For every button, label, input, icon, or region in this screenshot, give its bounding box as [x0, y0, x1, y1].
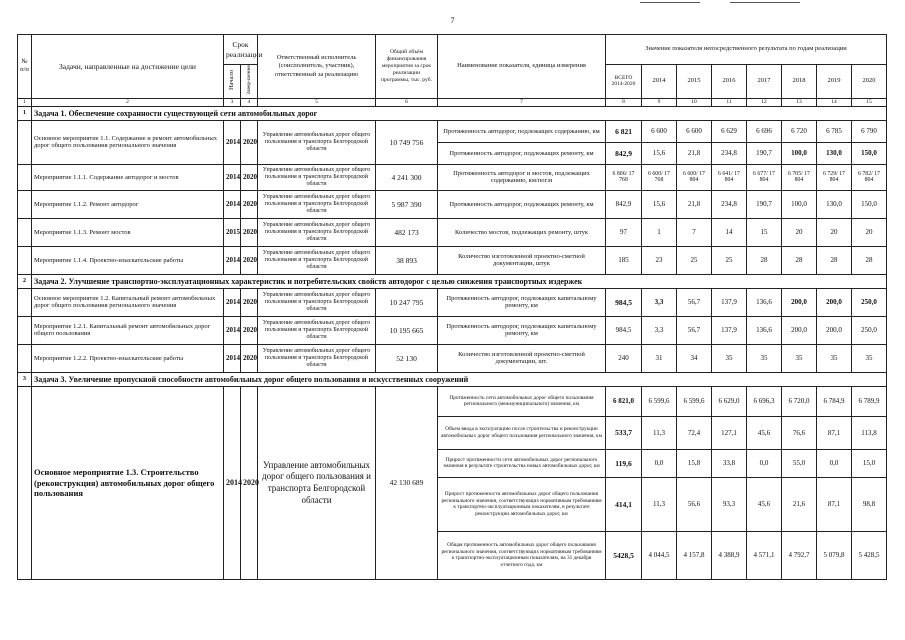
measure-name: Мероприятие 1.2.1. Капитальный ремонт автомобильных дорог общего пользования: [32, 316, 224, 344]
indicator-name: Количество изготовленной проектно-сметной документации, шт.: [438, 344, 606, 372]
indicator-value: 4 792,7: [782, 531, 817, 579]
indicator-value: 234,8: [712, 190, 747, 218]
indicator-value: 7: [677, 218, 712, 246]
indicator-value: 100,0: [782, 142, 817, 164]
table-row: [18, 190, 887, 218]
indicator-value: 28: [782, 246, 817, 274]
indicator-value: 11,3: [642, 477, 677, 531]
top-rule-right: [730, 2, 800, 3]
indicator-value: 72,4: [677, 416, 712, 449]
indicator-value: 6 696,3: [747, 386, 782, 416]
indicator-value: 4 388,9: [712, 531, 747, 579]
header-year: 2018: [782, 65, 817, 99]
col-number: 7: [438, 98, 606, 106]
col-number: 2: [32, 98, 224, 106]
table-row: [18, 246, 887, 274]
indicator-value: 11,3: [642, 416, 677, 449]
indicator-name: Протяженность автодорог, подлежащих ремонту, км: [438, 190, 606, 218]
indicator-value: 6 599,6: [642, 386, 677, 416]
header-responsible: Ответственный исполнитель (соисполнитель, участник), ответственный за реализацию: [258, 35, 376, 99]
indicator-value: 35: [782, 344, 817, 372]
indicator-value: 4 044,5: [642, 531, 677, 579]
indicator-value: 20: [817, 218, 852, 246]
indicator-name: Протяженность автодорог, подлежащих капитальному ремонту, км: [438, 288, 606, 316]
header-volume: Общий объём финансирования мероприятия за срок реализации программы, тыс. руб.: [376, 35, 438, 99]
indicator-value: 6 720: [782, 120, 817, 142]
col-number: 14: [817, 98, 852, 106]
start-year: 2014: [224, 316, 241, 344]
indicator-value: 0,0: [642, 449, 677, 477]
indicator-name: Протяженность сети автомобильных дорог общего пользования регионального (межмуниципального) значения, км: [438, 386, 606, 416]
indicator-value: 6 629: [712, 120, 747, 142]
task-title: Задача 1. Обеспечение сохранности существующей сети автомобильных дорог: [32, 106, 887, 120]
end-year: 2020: [241, 164, 258, 190]
indicator-value: 6 790: [852, 120, 887, 142]
col-number: 9: [642, 98, 677, 106]
indicator-value: 6 696: [747, 120, 782, 142]
start-year: 2014: [224, 120, 241, 164]
task-number: 2: [18, 274, 32, 288]
col-number: 15: [852, 98, 887, 106]
responsible: Управление автомобильных дорог общего пользования и транспорта Белгородской области: [258, 344, 376, 372]
indicator-value: 6 785: [817, 120, 852, 142]
indicator-value: 200,0: [782, 288, 817, 316]
end-year: 2020: [241, 120, 258, 164]
indicator-value: 6 629,0: [712, 386, 747, 416]
indicator-name: Объем ввода в эксплуатацию после строительства и реконструкции автомобильных дорог общего пользования регионального значения, км: [438, 416, 606, 449]
header-end: Завер-шение: [245, 65, 252, 95]
table-row: [18, 344, 887, 372]
col-number: 11: [712, 98, 747, 106]
indicator-value: 98,8: [852, 477, 887, 531]
indicator-value: 56,7: [677, 316, 712, 344]
end-year: 2020: [241, 316, 258, 344]
table-row: [18, 316, 887, 344]
funding-volume: 10 749 756: [376, 120, 438, 164]
indicator-name: Протяженность автодорог, подлежащих ремонту, км: [438, 142, 606, 164]
table-row: [18, 164, 887, 190]
indicator-value: 15,8: [677, 449, 712, 477]
col-number: 6: [376, 98, 438, 106]
col-number: 3: [224, 98, 241, 106]
indicator-value: 136,6: [747, 316, 782, 344]
indicator-total: 97: [606, 218, 642, 246]
indicator-value: 5 079,8: [817, 531, 852, 579]
indicator-value: 93,3: [712, 477, 747, 531]
header-year: 2019: [817, 65, 852, 99]
indicator-value: 190,7: [747, 190, 782, 218]
indicator-value: 15,6: [642, 142, 677, 164]
task-row: [18, 274, 887, 288]
table-row: [18, 218, 887, 246]
funding-volume: 42 130 689: [376, 386, 438, 579]
responsible: Управление автомобильных дорог общего пользования и транспорта Белгородской области: [258, 386, 376, 579]
indicator-value: 150,0: [852, 190, 887, 218]
col-number: 1: [18, 98, 32, 106]
indicator-value: 130,0: [817, 190, 852, 218]
indicator-value: 3,3: [642, 288, 677, 316]
responsible: Управление автомобильных дорог общего пользования и транспорта Белгородской области: [258, 288, 376, 316]
indicator-name: Протяженность автодорог, подлежащих капитальному ремонту, км: [438, 316, 606, 344]
header-year: 2017: [747, 65, 782, 99]
measure-name: Основное мероприятие 1.2. Капитальный ремонт автомобильных дорог общего пользования регионального значения: [32, 288, 224, 316]
indicator-value: 1: [642, 218, 677, 246]
indicator-value: 5 428,5: [852, 531, 887, 579]
indicator-value: 250,0: [852, 316, 887, 344]
indicator-value: 6 789,9: [852, 386, 887, 416]
measure-name: Основное мероприятие 1.1. Содержание и ремонт автомобильных дорог общего пользования регионального значения: [32, 120, 224, 164]
col-number: 10: [677, 98, 712, 106]
indicator-value: 6 729/ 17 804: [817, 164, 852, 190]
measure-name: Мероприятие 1.1.1. Содержание автодорог и мостов: [32, 164, 224, 190]
responsible: Управление автомобильных дорог общего пользования и транспорта Белгородской области: [258, 246, 376, 274]
indicator-total: 5428,5: [606, 531, 642, 579]
indicator-value: 20: [852, 218, 887, 246]
task-number: 1: [18, 106, 32, 120]
indicator-value: 45,6: [747, 416, 782, 449]
indicator-value: 100,0: [782, 190, 817, 218]
funding-volume: 4 241 300: [376, 164, 438, 190]
header-values-title: Значение показателя непосредственного результата по годам реализации: [606, 35, 887, 65]
indicator-value: 35: [817, 344, 852, 372]
indicator-value: 6 600/ 17 804: [677, 164, 712, 190]
indicator-name: Протяженность автодорог, подлежащих содержанию, км: [438, 120, 606, 142]
start-year: 2014: [224, 344, 241, 372]
indicator-total: 185: [606, 246, 642, 274]
start-year: 2014: [224, 246, 241, 274]
task-row: [18, 106, 887, 120]
indicator-name: Количество изготовленной проектно-сметной документации, штук: [438, 246, 606, 274]
task-number: 3: [18, 372, 32, 386]
top-rule-left: [640, 2, 700, 3]
indicator-name: Прирост протяженности автомобильных дорог общего пользования регионального значения, соответствующих нормативным требованиям к транспортно-эксплуатационным показателям, в результате реконструкции автомобильных дорог, км: [438, 477, 606, 531]
indicator-value: 87,1: [817, 416, 852, 449]
col-number: 12: [747, 98, 782, 106]
indicator-value: 15: [747, 218, 782, 246]
header-year: 2020: [852, 65, 887, 99]
indicator-value: 35: [712, 344, 747, 372]
funding-volume: 482 173: [376, 218, 438, 246]
indicator-value: 15,6: [642, 190, 677, 218]
indicator-value: 35: [852, 344, 887, 372]
indicator-value: 136,6: [747, 288, 782, 316]
indicator-value: 6 641/ 17 804: [712, 164, 747, 190]
responsible: Управление автомобильных дорог общего пользования и транспорта Белгородской области: [258, 190, 376, 218]
start-year: 2014: [224, 164, 241, 190]
start-year: 2015: [224, 218, 241, 246]
indicator-total: 842,9: [606, 142, 642, 164]
indicator-value: 0,0: [747, 449, 782, 477]
indicator-value: 4 157,8: [677, 531, 712, 579]
header-indicator: Наименование показателя, единица измерения: [438, 35, 606, 99]
indicator-value: 56,7: [677, 288, 712, 316]
indicator-value: 137,9: [712, 288, 747, 316]
task-title: Задача 3. Увеличение пропускной способности автомобильных дорог общего пользования и искусственных сооружений: [32, 372, 887, 386]
indicator-value: 35: [747, 344, 782, 372]
indicator-value: 137,9: [712, 316, 747, 344]
indicator-value: 45,6: [747, 477, 782, 531]
indicator-name: Общая протяженность автомобильных дорог общего пользования регионального значения, соответствующих нормативным требованиям к транспортно-эксплуатационным показателям, на 31 декабря отчетного года, км: [438, 531, 606, 579]
responsible: Управление автомобильных дорог общего пользования и транспорта Белгородской области: [258, 218, 376, 246]
indicator-value: 15,0: [852, 449, 887, 477]
responsible: Управление автомобильных дорог общего пользования и транспорта Белгородской области: [258, 120, 376, 164]
header-year: 2014: [642, 65, 677, 99]
indicator-value: 6 599,6: [677, 386, 712, 416]
indicator-total: 842,9: [606, 190, 642, 218]
indicator-value: 6 720,0: [782, 386, 817, 416]
funding-volume: 52 130: [376, 344, 438, 372]
end-year: 2020: [241, 190, 258, 218]
header-total: ВСЕГО 2014-2020: [606, 65, 642, 99]
indicator-total: 6 821: [606, 120, 642, 142]
indicator-value: 150,0: [852, 142, 887, 164]
indicator-value: 34: [677, 344, 712, 372]
funding-volume: 10 247 795: [376, 288, 438, 316]
indicator-name: Прирост протяженности сети автомобильных дорог регионального значения в результате строительства новых автомобильных дорог, км: [438, 449, 606, 477]
col-number: 8: [606, 98, 642, 106]
indicator-total: 984,5: [606, 288, 642, 316]
indicator-name: Количество мостов, подлежащих ремонту, штук: [438, 218, 606, 246]
indicator-value: 113,8: [852, 416, 887, 449]
responsible: Управление автомобильных дорог общего пользования и транспорта Белгородской области: [258, 164, 376, 190]
indicator-value: 127,1: [712, 416, 747, 449]
indicator-value: 6 705/ 17 804: [782, 164, 817, 190]
end-year: 2020: [241, 344, 258, 372]
indicator-value: 87,1: [817, 477, 852, 531]
end-year: 2020: [241, 386, 258, 579]
indicator-value: 200,0: [817, 288, 852, 316]
indicator-name: Протяженность автодорог и мостов, подлежащих содержанию, км/пог.м: [438, 164, 606, 190]
indicator-value: 0,0: [817, 449, 852, 477]
funding-volume: 10 195 665: [376, 316, 438, 344]
header-start: Начало: [227, 69, 235, 90]
indicator-value: 4 571,1: [747, 531, 782, 579]
start-year: 2014: [224, 288, 241, 316]
indicator-value: 6 600: [642, 120, 677, 142]
indicator-value: 6 600: [677, 120, 712, 142]
header-period: Срок реализации: [224, 35, 258, 65]
indicator-total: 6 821,0: [606, 386, 642, 416]
indicator-value: 55,0: [782, 449, 817, 477]
indicator-value: 21,8: [677, 142, 712, 164]
indicator-value: 200,0: [817, 316, 852, 344]
measure-name: Основное мероприятие 1.3. Строительство (реконструкция) автомобильных дорог общего пользования: [32, 386, 224, 579]
indicator-value: 6 782/ 17 804: [852, 164, 887, 190]
responsible: Управление автомобильных дорог общего пользования и транспорта Белгородской области: [258, 316, 376, 344]
results-table: [17, 34, 887, 580]
indicator-value: 28: [852, 246, 887, 274]
indicator-value: 6 784,9: [817, 386, 852, 416]
indicator-total: 6 806/ 17 768: [606, 164, 642, 190]
indicator-total: 119,6: [606, 449, 642, 477]
indicator-value: 14: [712, 218, 747, 246]
measure-name: Мероприятие 1.1.2. Ремонт автодорог: [32, 190, 224, 218]
indicator-value: 6 677/ 17 804: [747, 164, 782, 190]
end-year: 2020: [241, 218, 258, 246]
indicator-value: 33,8: [712, 449, 747, 477]
indicator-total: 533,7: [606, 416, 642, 449]
indicator-value: 76,6: [782, 416, 817, 449]
indicator-value: 20: [782, 218, 817, 246]
indicator-value: 6 600/ 17 768: [642, 164, 677, 190]
indicator-value: 3,3: [642, 316, 677, 344]
col-number: 5: [258, 98, 376, 106]
indicator-value: 190,7: [747, 142, 782, 164]
start-year: 2014: [224, 190, 241, 218]
header-tasks: Задачи, направленные на достижение цели: [32, 35, 224, 99]
header-year: 2015: [677, 65, 712, 99]
header-year: 2016: [712, 65, 747, 99]
indicator-value: 130,0: [817, 142, 852, 164]
indicator-value: 25: [712, 246, 747, 274]
indicator-value: 28: [747, 246, 782, 274]
indicator-value: 23: [642, 246, 677, 274]
task-title: Задача 2. Улучшение транспортно-эксплуатационных характеристик и потребительских свойств автодорог с целью снижения транспортных издержек: [32, 274, 887, 288]
start-year: 2014: [224, 386, 241, 579]
indicator-value: 250,0: [852, 288, 887, 316]
page-number: 7: [450, 16, 455, 25]
indicator-value: 21,8: [677, 190, 712, 218]
indicator-value: 31: [642, 344, 677, 372]
header-num: № п/п: [18, 35, 32, 99]
end-year: 2020: [241, 288, 258, 316]
table-row: [18, 120, 887, 142]
task-row: [18, 372, 887, 386]
measure-name: Мероприятие 1.2.2. Проектно-изыскательские работы: [32, 344, 224, 372]
table-row: [18, 288, 887, 316]
end-year: 2020: [241, 246, 258, 274]
measure-name: Мероприятие 1.1.3. Ремонт мостов: [32, 218, 224, 246]
indicator-value: 200,0: [782, 316, 817, 344]
indicator-total: 240: [606, 344, 642, 372]
indicator-total: 984,5: [606, 316, 642, 344]
indicator-value: 25: [677, 246, 712, 274]
indicator-value: 28: [817, 246, 852, 274]
indicator-value: 21,6: [782, 477, 817, 531]
indicator-value: 56,6: [677, 477, 712, 531]
indicator-total: 414,1: [606, 477, 642, 531]
funding-volume: 38 893: [376, 246, 438, 274]
funding-volume: 5 987 390: [376, 190, 438, 218]
indicator-value: 234,8: [712, 142, 747, 164]
col-number: 13: [782, 98, 817, 106]
col-number: 4: [241, 98, 258, 106]
table-row: [18, 386, 887, 416]
measure-name: Мероприятие 1.1.4. Проектно-изыскательские работы: [32, 246, 224, 274]
